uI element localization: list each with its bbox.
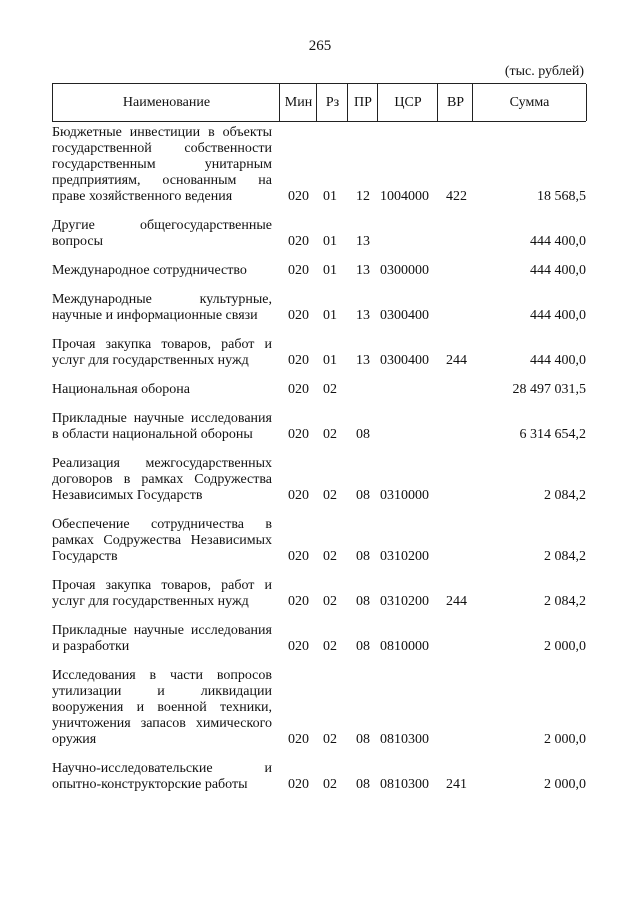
cell-rz: 01 [323, 189, 337, 204]
cell-pr: 13 [356, 353, 370, 368]
cell-sum: 444 400,0 [530, 353, 586, 368]
col-header-name: Наименование [52, 84, 280, 121]
row-codes [52, 487, 586, 504]
cell-pr: 08 [356, 639, 370, 654]
row-codes [52, 233, 586, 250]
cell-min: 020 [288, 263, 309, 278]
cell-sum: 444 400,0 [530, 263, 586, 278]
col-header-vr: ВР [437, 84, 473, 121]
cell-min: 020 [288, 777, 309, 792]
row-codes [52, 638, 586, 655]
cell-sum: 28 497 031,5 [512, 382, 586, 397]
row-codes [52, 731, 586, 748]
col-header-sum: Сумма [472, 84, 587, 121]
row-name: Международное сотрудничество [52, 263, 247, 278]
cell-csr: 0810300 [380, 777, 429, 792]
row-name: Другие общегосударственные вопросы [52, 218, 272, 249]
cell-sum: 444 400,0 [530, 234, 586, 249]
row-codes [52, 593, 586, 610]
cell-min: 020 [288, 353, 309, 368]
table-row [52, 577, 586, 610]
row-name: Прикладные научные исследования и разработки [52, 623, 272, 654]
cell-rz: 01 [323, 234, 337, 249]
row-codes [52, 307, 586, 324]
row-codes [52, 262, 586, 279]
cell-sum: 6 314 654,2 [519, 427, 586, 442]
row-codes [52, 352, 586, 369]
table-row [52, 622, 586, 655]
cell-rz: 02 [323, 777, 337, 792]
cell-pr: 08 [356, 594, 370, 609]
cell-pr: 08 [356, 732, 370, 747]
cell-min: 020 [288, 234, 309, 249]
table-body [52, 124, 586, 805]
table-row [52, 291, 586, 324]
cell-pr: 13 [356, 234, 370, 249]
cell-vr: 244 [446, 353, 467, 368]
cell-rz: 02 [323, 382, 337, 397]
row-name: Обеспечение сотрудничества в рамках Содружества Независимых Государств [52, 517, 272, 564]
cell-min: 020 [288, 639, 309, 654]
cell-csr: 0310200 [380, 594, 429, 609]
cell-csr: 0810000 [380, 639, 429, 654]
row-name: Национальная оборона [52, 382, 190, 397]
row-name: Реализация межгосударственных договоров в рамках Содружества Независимых Государств [52, 456, 272, 503]
cell-csr: 0300400 [380, 353, 429, 368]
cell-rz: 02 [323, 488, 337, 503]
col-header-csr: ЦСР [377, 84, 438, 121]
units-label: (тыс. рублей) [504, 64, 584, 79]
row-codes [52, 548, 586, 565]
row-codes [52, 426, 586, 443]
row-name: Исследования в части вопросов утилизации и ликвидации вооружения и военной техники, уничтожения запасов химического оружия [52, 668, 272, 747]
cell-csr: 0310000 [380, 488, 429, 503]
row-codes [52, 381, 586, 398]
row-name: Прочая закупка товаров, работ и услуг для государственных нужд [52, 337, 272, 368]
cell-pr: 13 [356, 308, 370, 323]
cell-sum: 2 000,0 [544, 777, 586, 792]
col-header-pr: ПР [347, 84, 378, 121]
cell-csr: 1004000 [380, 189, 429, 204]
cell-vr: 244 [446, 594, 467, 609]
col-header-min: Мин [279, 84, 317, 121]
row-name: Прикладные научные исследования в области национальной обороны [52, 411, 272, 442]
cell-rz: 02 [323, 427, 337, 442]
table-row [52, 455, 586, 504]
cell-sum: 18 568,5 [537, 189, 586, 204]
row-name: Научно-исследовательские и опытно-конструкторские работы [52, 761, 272, 792]
cell-pr: 08 [356, 488, 370, 503]
cell-vr: 422 [446, 189, 467, 204]
cell-csr: 0300000 [380, 263, 429, 278]
cell-min: 020 [288, 382, 309, 397]
row-name: Прочая закупка товаров, работ и услуг для государственных нужд [52, 578, 272, 609]
row-codes [52, 188, 586, 205]
cell-min: 020 [288, 189, 309, 204]
cell-min: 020 [288, 427, 309, 442]
cell-pr: 08 [356, 427, 370, 442]
table-row [52, 217, 586, 250]
cell-min: 020 [288, 488, 309, 503]
row-codes [52, 776, 586, 793]
cell-rz: 01 [323, 308, 337, 323]
row-name: Бюджетные инвестиции в объекты государственной собственности государственным унитарным предприятиям, основанным на праве хозяйственного ведения [52, 125, 272, 204]
cell-sum: 2 084,2 [544, 594, 586, 609]
cell-min: 020 [288, 594, 309, 609]
table-row [52, 410, 586, 443]
cell-min: 020 [288, 732, 309, 747]
cell-rz: 02 [323, 732, 337, 747]
table-row [52, 262, 586, 279]
cell-sum: 2 000,0 [544, 639, 586, 654]
table-row [52, 516, 586, 565]
row-name: Международные культурные, научные и информационные связи [52, 292, 272, 323]
table-row [52, 381, 586, 398]
cell-csr: 0300400 [380, 308, 429, 323]
cell-min: 020 [288, 549, 309, 564]
cell-pr: 08 [356, 549, 370, 564]
cell-rz: 01 [323, 263, 337, 278]
table-row [52, 336, 586, 369]
cell-sum: 444 400,0 [530, 308, 586, 323]
cell-min: 020 [288, 308, 309, 323]
cell-vr: 241 [446, 777, 467, 792]
table-row [52, 760, 586, 793]
col-header-rz: Рз [316, 84, 348, 121]
cell-csr: 0810300 [380, 732, 429, 747]
cell-rz: 02 [323, 549, 337, 564]
cell-csr: 0310200 [380, 549, 429, 564]
table-row [52, 667, 586, 748]
cell-rz: 02 [323, 594, 337, 609]
cell-pr: 08 [356, 777, 370, 792]
cell-sum: 2 000,0 [544, 732, 586, 747]
table-header [52, 83, 586, 122]
cell-sum: 2 084,2 [544, 549, 586, 564]
cell-pr: 12 [356, 189, 370, 204]
cell-rz: 01 [323, 353, 337, 368]
cell-pr: 13 [356, 263, 370, 278]
page-number: 265 [308, 38, 332, 54]
table-row [52, 124, 586, 205]
cell-rz: 02 [323, 639, 337, 654]
cell-sum: 2 084,2 [544, 488, 586, 503]
